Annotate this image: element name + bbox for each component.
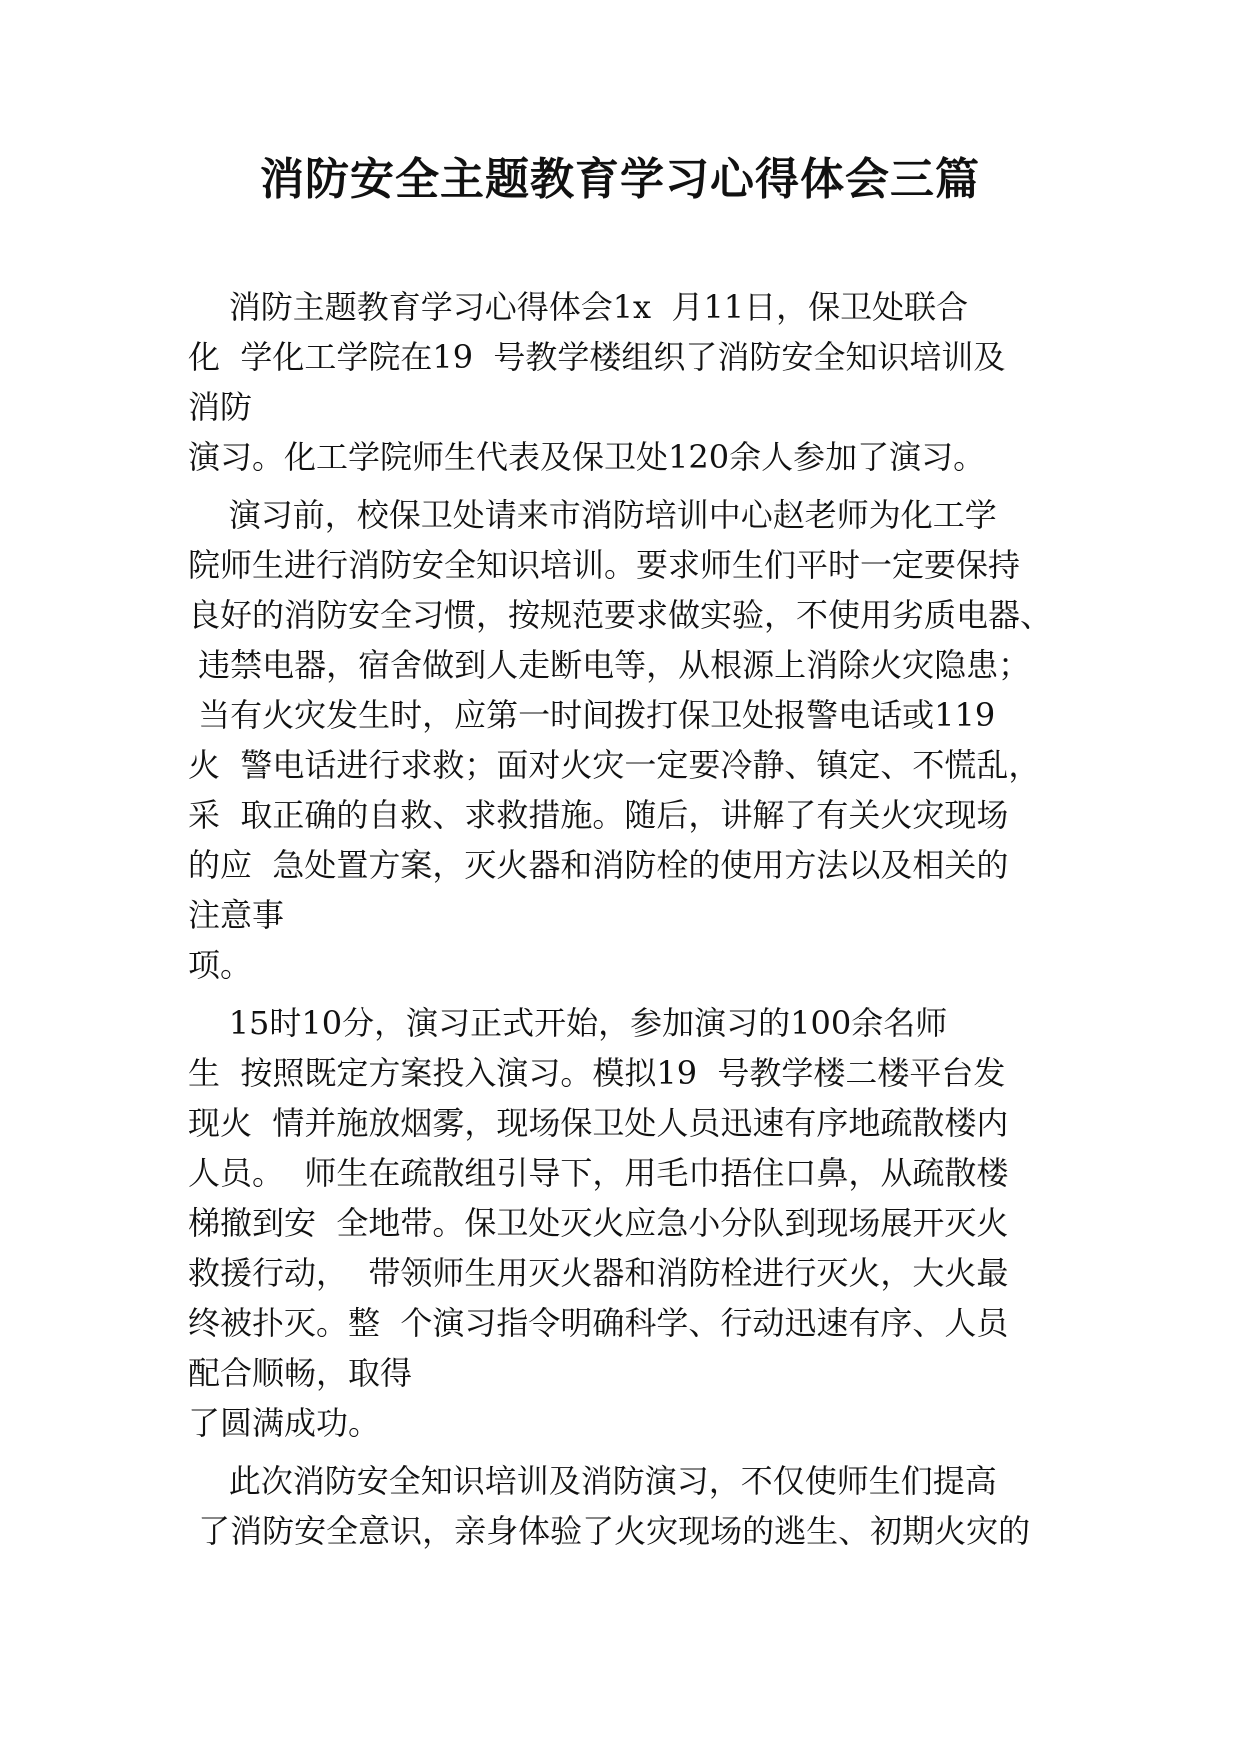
paragraph-line: 良好的消防安全习惯，按规范要求做实验，不使用劣质电器、 <box>188 596 1053 634</box>
paragraph <box>188 282 1058 482</box>
paragraph-line: 化 学化工学院在19 号教学楼组织了消防安全知识培训及 <box>188 338 1006 376</box>
paragraph-line: 的应 急处置方案，灭火器和消防栓的使用方法以及相关的 <box>188 846 1009 884</box>
document-body <box>188 282 1058 1564</box>
paragraph <box>188 1456 1058 1556</box>
paragraph-line: 违禁电器，宿舍做到人走断电等，从根源上消除火灾隐患； <box>188 646 1031 684</box>
paragraph-line: 配合顺畅，取得 <box>188 1354 413 1392</box>
paragraph-line: 消防 <box>188 388 253 426</box>
paragraph-line: 注意事 <box>188 896 285 934</box>
paragraph-line: 15时10分，演习正式开始，参加演习的100余名师 <box>188 1004 948 1042</box>
paragraph-line: 消防主题教育学习心得体会1x 月11日，保卫处联合 <box>188 288 969 326</box>
paragraph-line: 终被扑灭。整 个演习指令明确科学、行动迅速有序、人员 <box>188 1304 1009 1342</box>
paragraph <box>188 490 1058 990</box>
paragraph-line: 项。 <box>188 946 253 984</box>
paragraph-line: 梯撤到安 全地带。保卫处灭火应急小分队到现场展开灭火 <box>188 1204 1009 1242</box>
paragraph-line: 当有火灾发生时，应第一时间拨打保卫处报警电话或119 <box>188 696 996 734</box>
paragraph-line: 人员。 师生在疏散组引导下，用毛巾捂住口鼻，从疏散楼 <box>188 1154 1009 1192</box>
paragraph-line: 演习前，校保卫处请来市消防培训中心赵老师为化工学 <box>188 496 997 534</box>
paragraph-line: 了圆满成功。 <box>188 1404 381 1442</box>
paragraph-line: 此次消防安全知识培训及消防演习，不仅使师生们提高 <box>188 1462 997 1500</box>
paragraph-line: 救援行动， 带领师生用灭火器和消防栓进行灭火，大火最 <box>188 1254 1009 1292</box>
paragraph-line: 演习。化工学院师生代表及保卫处120余人参加了演习。 <box>188 438 986 476</box>
document-title: 消防安全主题教育学习心得体会三篇 <box>260 154 980 205</box>
paragraph-line: 院师生进行消防安全知识培训。要求师生们平时一定要保持 <box>188 546 1021 584</box>
paragraph-line: 了消防安全意识，亲身体验了火灾现场的逃生、初期火灾的 <box>188 1512 1031 1550</box>
paragraph <box>188 998 1058 1448</box>
paragraph-line: 火 警电话进行求救；面对火灾一定要冷静、镇定、不慌乱， <box>188 746 1041 784</box>
paragraph-line: 生 按照既定方案投入演习。模拟19 号教学楼二楼平台发 <box>188 1054 1006 1092</box>
paragraph-line: 现火 情并施放烟雾，现场保卫处人员迅速有序地疏散楼内 <box>188 1104 1009 1142</box>
paragraph-line: 采 取正确的自救、求救措施。随后，讲解了有关火灾现场 <box>188 796 1009 834</box>
